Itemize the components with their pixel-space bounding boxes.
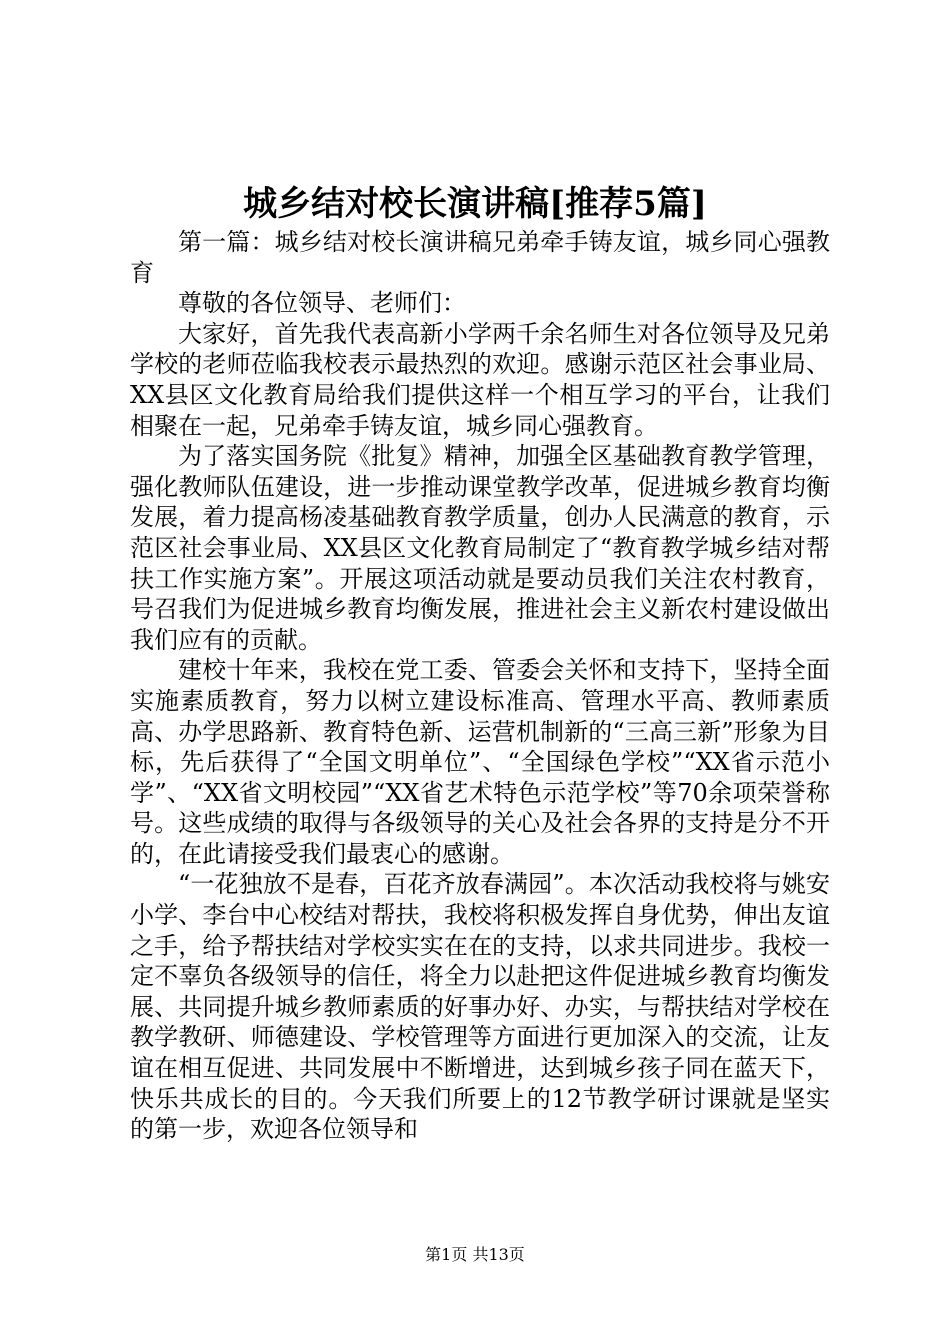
paragraph: “一花独放不是春，百花齐放春满园”。本次活动我校将与姚安小学、李台中心校结对帮扶，我校将积极发挥自身优势，伸出友谊之手，给予帮扶结对学校实实在在的支持，以求共同进步。我校一定不辜负各级领导的信任，将全力以赴把这件促进城乡教育均衡发展、共同提升城乡教师素质的好事办好、办实，与帮扶结对学校在教学教研、师德建设、学校管理等方面进行更加深入的交流，让友谊在相互促进、共同发展中不断增进，达到城乡孩子同在蓝天下，快乐共成长的目的。今天我们所要上的12节教学研讨课就是坚实的第一步，欢迎各位领导和 xyxy=(130,870,830,1144)
paragraph: 建校十年来，我校在党工委、管委会关怀和支持下，坚持全面实施素质教育，努力以树立建设标准高、管理水平高、教师素质高、办学思路新、教育特色新、运营机制新的“三高三新”形象为目标，先后获得了“全国文明单位”、“全国绿色学校”“XX省示范小学”、“XX省文明校园”“XX省艺术特色示范学校”等70余项荣誉称号。这些成绩的取得与各级领导的关心及社会各界的支持是分不开的，在此请接受我们最衷心的感谢。 xyxy=(130,656,830,868)
paragraph: 大家好，首先我代表高新小学两千余名师生对各位领导及兄弟学校的老师莅临我校表示最热烈的欢迎。感谢示范区社会事业局、XX县区文化教育局给我们提供这样一个相互学习的平台，让我们相聚在一起，兄弟牵手铸友谊，城乡同心强教育。 xyxy=(130,319,830,440)
paragraph: 第一篇：城乡结对校长演讲稿兄弟牵手铸友谊，城乡同心强教育 xyxy=(130,228,830,287)
document-body xyxy=(130,227,830,1145)
document-title: 城乡结对校长演讲稿[推荐5篇] xyxy=(243,184,707,224)
paragraph: 为了落实国务院《批复》精神，加强全区基础教育教学管理，强化教师队伍建设，进一步推动课堂教学改革，促进城乡教育均衡发展，着力提高杨凌基础教育教学质量，创办人民满意的教育，示范区社会事业局、XX县区文化教育局制定了“教育教学城乡结对帮扶工作实施方案”。开展这项活动就是要动员我们关注农村教育，号召我们为促进城乡教育均衡发展，推进社会主义新农村建设做出我们应有的贡献。 xyxy=(130,442,830,654)
paragraph: 尊敬的各位领导、老师们： xyxy=(178,289,466,318)
page-footer: 第1页 共13页 xyxy=(425,1245,525,1264)
